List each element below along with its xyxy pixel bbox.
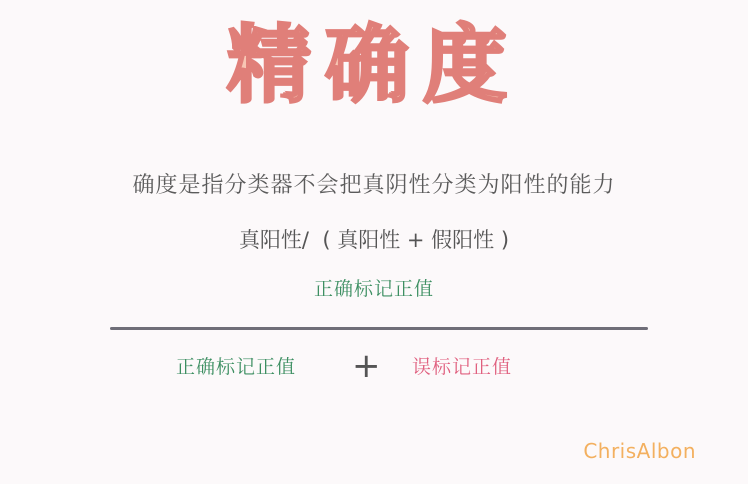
fraction-denominator-false-positive: 误标记正值 — [412, 356, 513, 378]
fraction-denominator-true-positive: 正确标记正值 — [176, 356, 297, 378]
fraction-numerator: 正确标记正值 — [313, 278, 434, 300]
precision-formula: 真阳性/ ( 真阳性 + 假阳性 ) — [238, 228, 510, 252]
author-signature: ChrisAlbon — [583, 439, 696, 463]
plus-sign: + — [352, 346, 381, 386]
precision-definition: 确度是指分类器不会把真阴性分类为阳性的能力 — [132, 173, 616, 198]
page-title: 精确度 — [226, 16, 521, 114]
fraction-bar — [110, 327, 648, 330]
